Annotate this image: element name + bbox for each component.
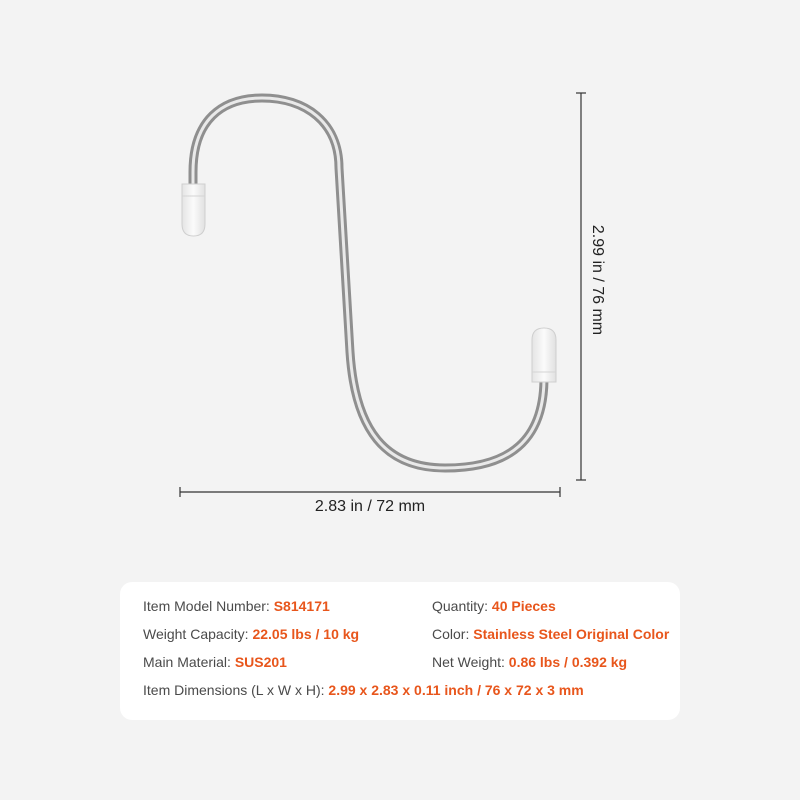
spec-label: Item Model Number: bbox=[143, 598, 270, 614]
spec-value: Stainless Steel Original Color bbox=[473, 626, 670, 642]
height-dimension-label: 2.99 in / 76 mm bbox=[589, 224, 606, 336]
spec-model-number bbox=[143, 598, 330, 614]
s-hook bbox=[182, 98, 556, 468]
spec-item-dimensions bbox=[143, 682, 584, 698]
width-dimension-label: 2.83 in / 72 mm bbox=[314, 498, 426, 515]
spec-label: Color: bbox=[432, 626, 470, 642]
spec-label: Item Dimensions (L x W x H): bbox=[143, 682, 325, 698]
spec-main-material bbox=[143, 654, 287, 670]
spec-value: 22.05 lbs / 10 kg bbox=[252, 626, 360, 642]
height-dimension-line bbox=[576, 93, 586, 480]
spec-value: S814171 bbox=[273, 598, 330, 614]
spec-net-weight bbox=[432, 654, 627, 670]
hook-end-cap-right bbox=[532, 328, 556, 382]
hook-end-cap-left bbox=[182, 184, 205, 236]
spec-quantity bbox=[432, 598, 556, 614]
spec-label: Quantity: bbox=[432, 598, 489, 614]
spec-value: 0.86 lbs / 0.392 kg bbox=[508, 654, 628, 670]
spec-value: 40 Pieces bbox=[491, 598, 556, 614]
spec-label: Weight Capacity: bbox=[143, 626, 249, 642]
spec-card bbox=[120, 582, 680, 720]
spec-value: 2.99 x 2.83 x 0.11 inch / 76 x 72 x 3 mm bbox=[328, 682, 584, 698]
spec-weight-capacity bbox=[143, 626, 359, 642]
spec-value: SUS201 bbox=[234, 654, 287, 670]
s-hook-wire bbox=[193, 98, 544, 468]
spec-label: Net Weight: bbox=[432, 654, 505, 670]
spec-label: Main Material: bbox=[143, 654, 231, 670]
width-dimension-line bbox=[180, 487, 560, 497]
spec-color bbox=[432, 626, 669, 642]
